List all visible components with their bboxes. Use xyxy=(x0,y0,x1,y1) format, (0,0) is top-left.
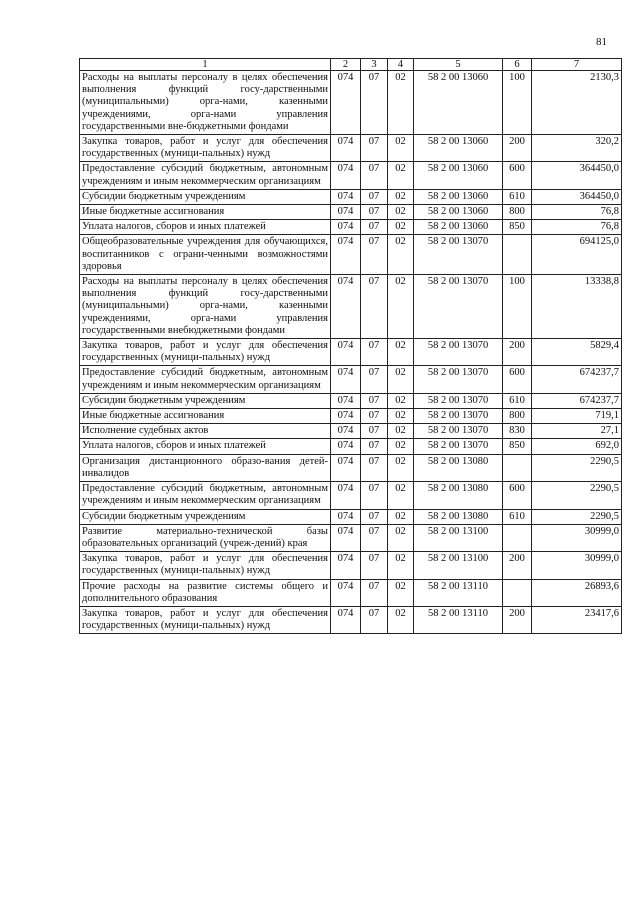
table-row xyxy=(80,235,622,275)
row-target-article: 58 2 00 13060 xyxy=(414,135,503,162)
row-target-article: 58 2 00 13110 xyxy=(414,606,503,633)
table-row xyxy=(80,189,622,204)
table-row xyxy=(80,162,622,189)
row-section: 07 xyxy=(361,606,388,633)
row-name: Расходы на выплаты персоналу в целях обеспечения выполнения функций госу-дарственными (муниципальными) орга-нами, казенными учреждениями, орга-нами управления государственными вне-бюджетными фондами xyxy=(80,71,331,135)
row-expense-type: 800 xyxy=(503,409,532,424)
row-section: 07 xyxy=(361,366,388,393)
row-ved-code: 074 xyxy=(331,509,361,524)
row-subsection: 02 xyxy=(388,424,414,439)
row-amount: 364450,0 xyxy=(532,189,622,204)
row-section: 07 xyxy=(361,482,388,509)
row-expense-type: 610 xyxy=(503,509,532,524)
row-amount: 13338,8 xyxy=(532,275,622,339)
row-subsection: 02 xyxy=(388,235,414,275)
row-section: 07 xyxy=(361,235,388,275)
row-subsection: 02 xyxy=(388,524,414,551)
row-ved-code: 074 xyxy=(331,71,361,135)
row-expense-type xyxy=(503,454,532,481)
row-name: Уплата налогов, сборов и иных платежей xyxy=(80,439,331,454)
header-col-3: 3 xyxy=(361,59,388,71)
row-target-article: 58 2 00 13060 xyxy=(414,189,503,204)
row-name: Субсидии бюджетным учреждениям xyxy=(80,509,331,524)
row-section: 07 xyxy=(361,579,388,606)
row-amount: 27,1 xyxy=(532,424,622,439)
row-amount: 674237,7 xyxy=(532,393,622,408)
header-row xyxy=(80,59,622,71)
row-amount: 76,8 xyxy=(532,205,622,220)
row-name: Закупка товаров, работ и услуг для обеспечения государственных (муници-пальных) нужд xyxy=(80,606,331,633)
table-row xyxy=(80,424,622,439)
row-target-article: 58 2 00 13070 xyxy=(414,235,503,275)
row-ved-code: 074 xyxy=(331,162,361,189)
budget-table xyxy=(79,58,622,634)
header-col-6: 6 xyxy=(503,59,532,71)
row-expense-type: 830 xyxy=(503,424,532,439)
row-name: Иные бюджетные ассигнования xyxy=(80,409,331,424)
row-amount: 76,8 xyxy=(532,220,622,235)
row-expense-type: 100 xyxy=(503,275,532,339)
row-amount: 26893,6 xyxy=(532,579,622,606)
row-expense-type: 800 xyxy=(503,205,532,220)
row-section: 07 xyxy=(361,135,388,162)
row-expense-type: 600 xyxy=(503,482,532,509)
row-ved-code: 074 xyxy=(331,439,361,454)
row-ved-code: 074 xyxy=(331,189,361,204)
table-row xyxy=(80,409,622,424)
row-subsection: 02 xyxy=(388,439,414,454)
row-amount: 2130,3 xyxy=(532,71,622,135)
row-name: Расходы на выплаты персоналу в целях обеспечения выполнения функций госу-дарственными (муниципальными) орга-нами, казенными учреждениями, орга-нами управления государственными внебюджетными фондами xyxy=(80,275,331,339)
row-target-article: 58 2 00 13070 xyxy=(414,439,503,454)
table-row xyxy=(80,579,622,606)
table-row xyxy=(80,339,622,366)
row-subsection: 02 xyxy=(388,339,414,366)
table-row xyxy=(80,220,622,235)
row-amount: 23417,6 xyxy=(532,606,622,633)
row-section: 07 xyxy=(361,424,388,439)
row-target-article: 58 2 00 13070 xyxy=(414,424,503,439)
row-name: Предоставление субсидий бюджетным, автономным учреждениям и иным некоммерческим организациям xyxy=(80,366,331,393)
table-row xyxy=(80,552,622,579)
row-expense-type: 850 xyxy=(503,439,532,454)
table-row xyxy=(80,135,622,162)
row-ved-code: 074 xyxy=(331,339,361,366)
row-target-article: 58 2 00 13060 xyxy=(414,71,503,135)
row-amount: 320,2 xyxy=(532,135,622,162)
row-name: Закупка товаров, работ и услуг для обеспечения государственных (муници-пальных) нужд xyxy=(80,552,331,579)
row-ved-code: 074 xyxy=(331,393,361,408)
row-section: 07 xyxy=(361,552,388,579)
table-row xyxy=(80,482,622,509)
row-expense-type xyxy=(503,235,532,275)
row-name: Закупка товаров, работ и услуг для обеспечения государственных (муници-пальных) нужд xyxy=(80,135,331,162)
row-target-article: 58 2 00 13110 xyxy=(414,579,503,606)
row-expense-type: 600 xyxy=(503,162,532,189)
row-subsection: 02 xyxy=(388,482,414,509)
row-section: 07 xyxy=(361,205,388,220)
row-section: 07 xyxy=(361,162,388,189)
row-expense-type: 200 xyxy=(503,606,532,633)
row-subsection: 02 xyxy=(388,366,414,393)
table-row xyxy=(80,606,622,633)
row-expense-type xyxy=(503,579,532,606)
row-amount: 719,1 xyxy=(532,409,622,424)
page-number: 81 xyxy=(596,36,607,48)
table-row xyxy=(80,71,622,135)
row-section: 07 xyxy=(361,275,388,339)
row-amount: 30999,0 xyxy=(532,524,622,551)
row-name: Предоставление субсидий бюджетным, автономным учреждениям и иным некоммерческим организациям xyxy=(80,162,331,189)
row-subsection: 02 xyxy=(388,579,414,606)
row-target-article: 58 2 00 13070 xyxy=(414,393,503,408)
row-name: Закупка товаров, работ и услуг для обеспечения государственных (муници-пальных) нужд xyxy=(80,339,331,366)
row-amount: 30999,0 xyxy=(532,552,622,579)
row-subsection: 02 xyxy=(388,205,414,220)
row-ved-code: 074 xyxy=(331,552,361,579)
row-ved-code: 074 xyxy=(331,524,361,551)
row-amount: 692,0 xyxy=(532,439,622,454)
row-target-article: 58 2 00 13080 xyxy=(414,482,503,509)
table-row xyxy=(80,205,622,220)
row-target-article: 58 2 00 13070 xyxy=(414,339,503,366)
row-name: Субсидии бюджетным учреждениям xyxy=(80,393,331,408)
table-row xyxy=(80,454,622,481)
row-section: 07 xyxy=(361,339,388,366)
table-row xyxy=(80,393,622,408)
row-ved-code: 074 xyxy=(331,482,361,509)
row-section: 07 xyxy=(361,524,388,551)
row-ved-code: 074 xyxy=(331,235,361,275)
table-row xyxy=(80,439,622,454)
row-expense-type xyxy=(503,524,532,551)
row-section: 07 xyxy=(361,220,388,235)
row-subsection: 02 xyxy=(388,220,414,235)
row-expense-type: 600 xyxy=(503,366,532,393)
row-subsection: 02 xyxy=(388,135,414,162)
table-row xyxy=(80,509,622,524)
row-subsection: 02 xyxy=(388,275,414,339)
row-ved-code: 074 xyxy=(331,220,361,235)
row-subsection: 02 xyxy=(388,454,414,481)
header-col-7: 7 xyxy=(532,59,622,71)
row-amount: 2290,5 xyxy=(532,482,622,509)
row-subsection: 02 xyxy=(388,509,414,524)
row-expense-type: 200 xyxy=(503,552,532,579)
row-expense-type: 200 xyxy=(503,135,532,162)
row-ved-code: 074 xyxy=(331,454,361,481)
header-col-5: 5 xyxy=(414,59,503,71)
table-row xyxy=(80,366,622,393)
row-target-article: 58 2 00 13100 xyxy=(414,524,503,551)
row-ved-code: 074 xyxy=(331,579,361,606)
row-subsection: 02 xyxy=(388,393,414,408)
row-amount: 694125,0 xyxy=(532,235,622,275)
row-name: Исполнение судебных актов xyxy=(80,424,331,439)
row-name: Субсидии бюджетным учреждениям xyxy=(80,189,331,204)
row-expense-type: 200 xyxy=(503,339,532,366)
row-name: Общеобразовательные учреждения для обучающихся, воспитанников с ограни-ченными возможностями здоровья xyxy=(80,235,331,275)
row-name: Уплата налогов, сборов и иных платежей xyxy=(80,220,331,235)
row-name: Прочие расходы на развитие системы общего и дополнительного образования xyxy=(80,579,331,606)
row-subsection: 02 xyxy=(388,71,414,135)
row-name: Иные бюджетные ассигнования xyxy=(80,205,331,220)
row-name: Развитие материально-технической базы образовательных организаций (учреж-дений) края xyxy=(80,524,331,551)
row-target-article: 58 2 00 13060 xyxy=(414,205,503,220)
row-amount: 364450,0 xyxy=(532,162,622,189)
row-amount: 5829,4 xyxy=(532,339,622,366)
table-row xyxy=(80,524,622,551)
row-ved-code: 074 xyxy=(331,135,361,162)
row-target-article: 58 2 00 13060 xyxy=(414,220,503,235)
row-section: 07 xyxy=(361,439,388,454)
row-target-article: 58 2 00 13080 xyxy=(414,454,503,481)
row-section: 07 xyxy=(361,454,388,481)
row-section: 07 xyxy=(361,509,388,524)
row-section: 07 xyxy=(361,71,388,135)
row-name: Организация дистанционного образо-вания детей-инвалидов xyxy=(80,454,331,481)
row-amount: 674237,7 xyxy=(532,366,622,393)
row-subsection: 02 xyxy=(388,162,414,189)
header-col-1: 1 xyxy=(80,59,331,71)
row-ved-code: 074 xyxy=(331,205,361,220)
row-amount: 2290,5 xyxy=(532,509,622,524)
header-col-4: 4 xyxy=(388,59,414,71)
row-expense-type: 610 xyxy=(503,393,532,408)
row-expense-type: 850 xyxy=(503,220,532,235)
row-name: Предоставление субсидий бюджетным, автономным учреждениям и иным некоммерческим организациям xyxy=(80,482,331,509)
row-subsection: 02 xyxy=(388,552,414,579)
row-subsection: 02 xyxy=(388,409,414,424)
row-ved-code: 074 xyxy=(331,409,361,424)
row-section: 07 xyxy=(361,409,388,424)
header-col-2: 2 xyxy=(331,59,361,71)
row-expense-type: 100 xyxy=(503,71,532,135)
row-amount: 2290,5 xyxy=(532,454,622,481)
row-subsection: 02 xyxy=(388,606,414,633)
row-target-article: 58 2 00 13100 xyxy=(414,552,503,579)
row-ved-code: 074 xyxy=(331,606,361,633)
row-subsection: 02 xyxy=(388,189,414,204)
row-section: 07 xyxy=(361,189,388,204)
table-row xyxy=(80,275,622,339)
row-target-article: 58 2 00 13070 xyxy=(414,366,503,393)
row-ved-code: 074 xyxy=(331,366,361,393)
row-target-article: 58 2 00 13070 xyxy=(414,409,503,424)
row-expense-type: 610 xyxy=(503,189,532,204)
row-ved-code: 074 xyxy=(331,275,361,339)
row-target-article: 58 2 00 13080 xyxy=(414,509,503,524)
row-section: 07 xyxy=(361,393,388,408)
row-target-article: 58 2 00 13070 xyxy=(414,275,503,339)
row-target-article: 58 2 00 13060 xyxy=(414,162,503,189)
row-ved-code: 074 xyxy=(331,424,361,439)
